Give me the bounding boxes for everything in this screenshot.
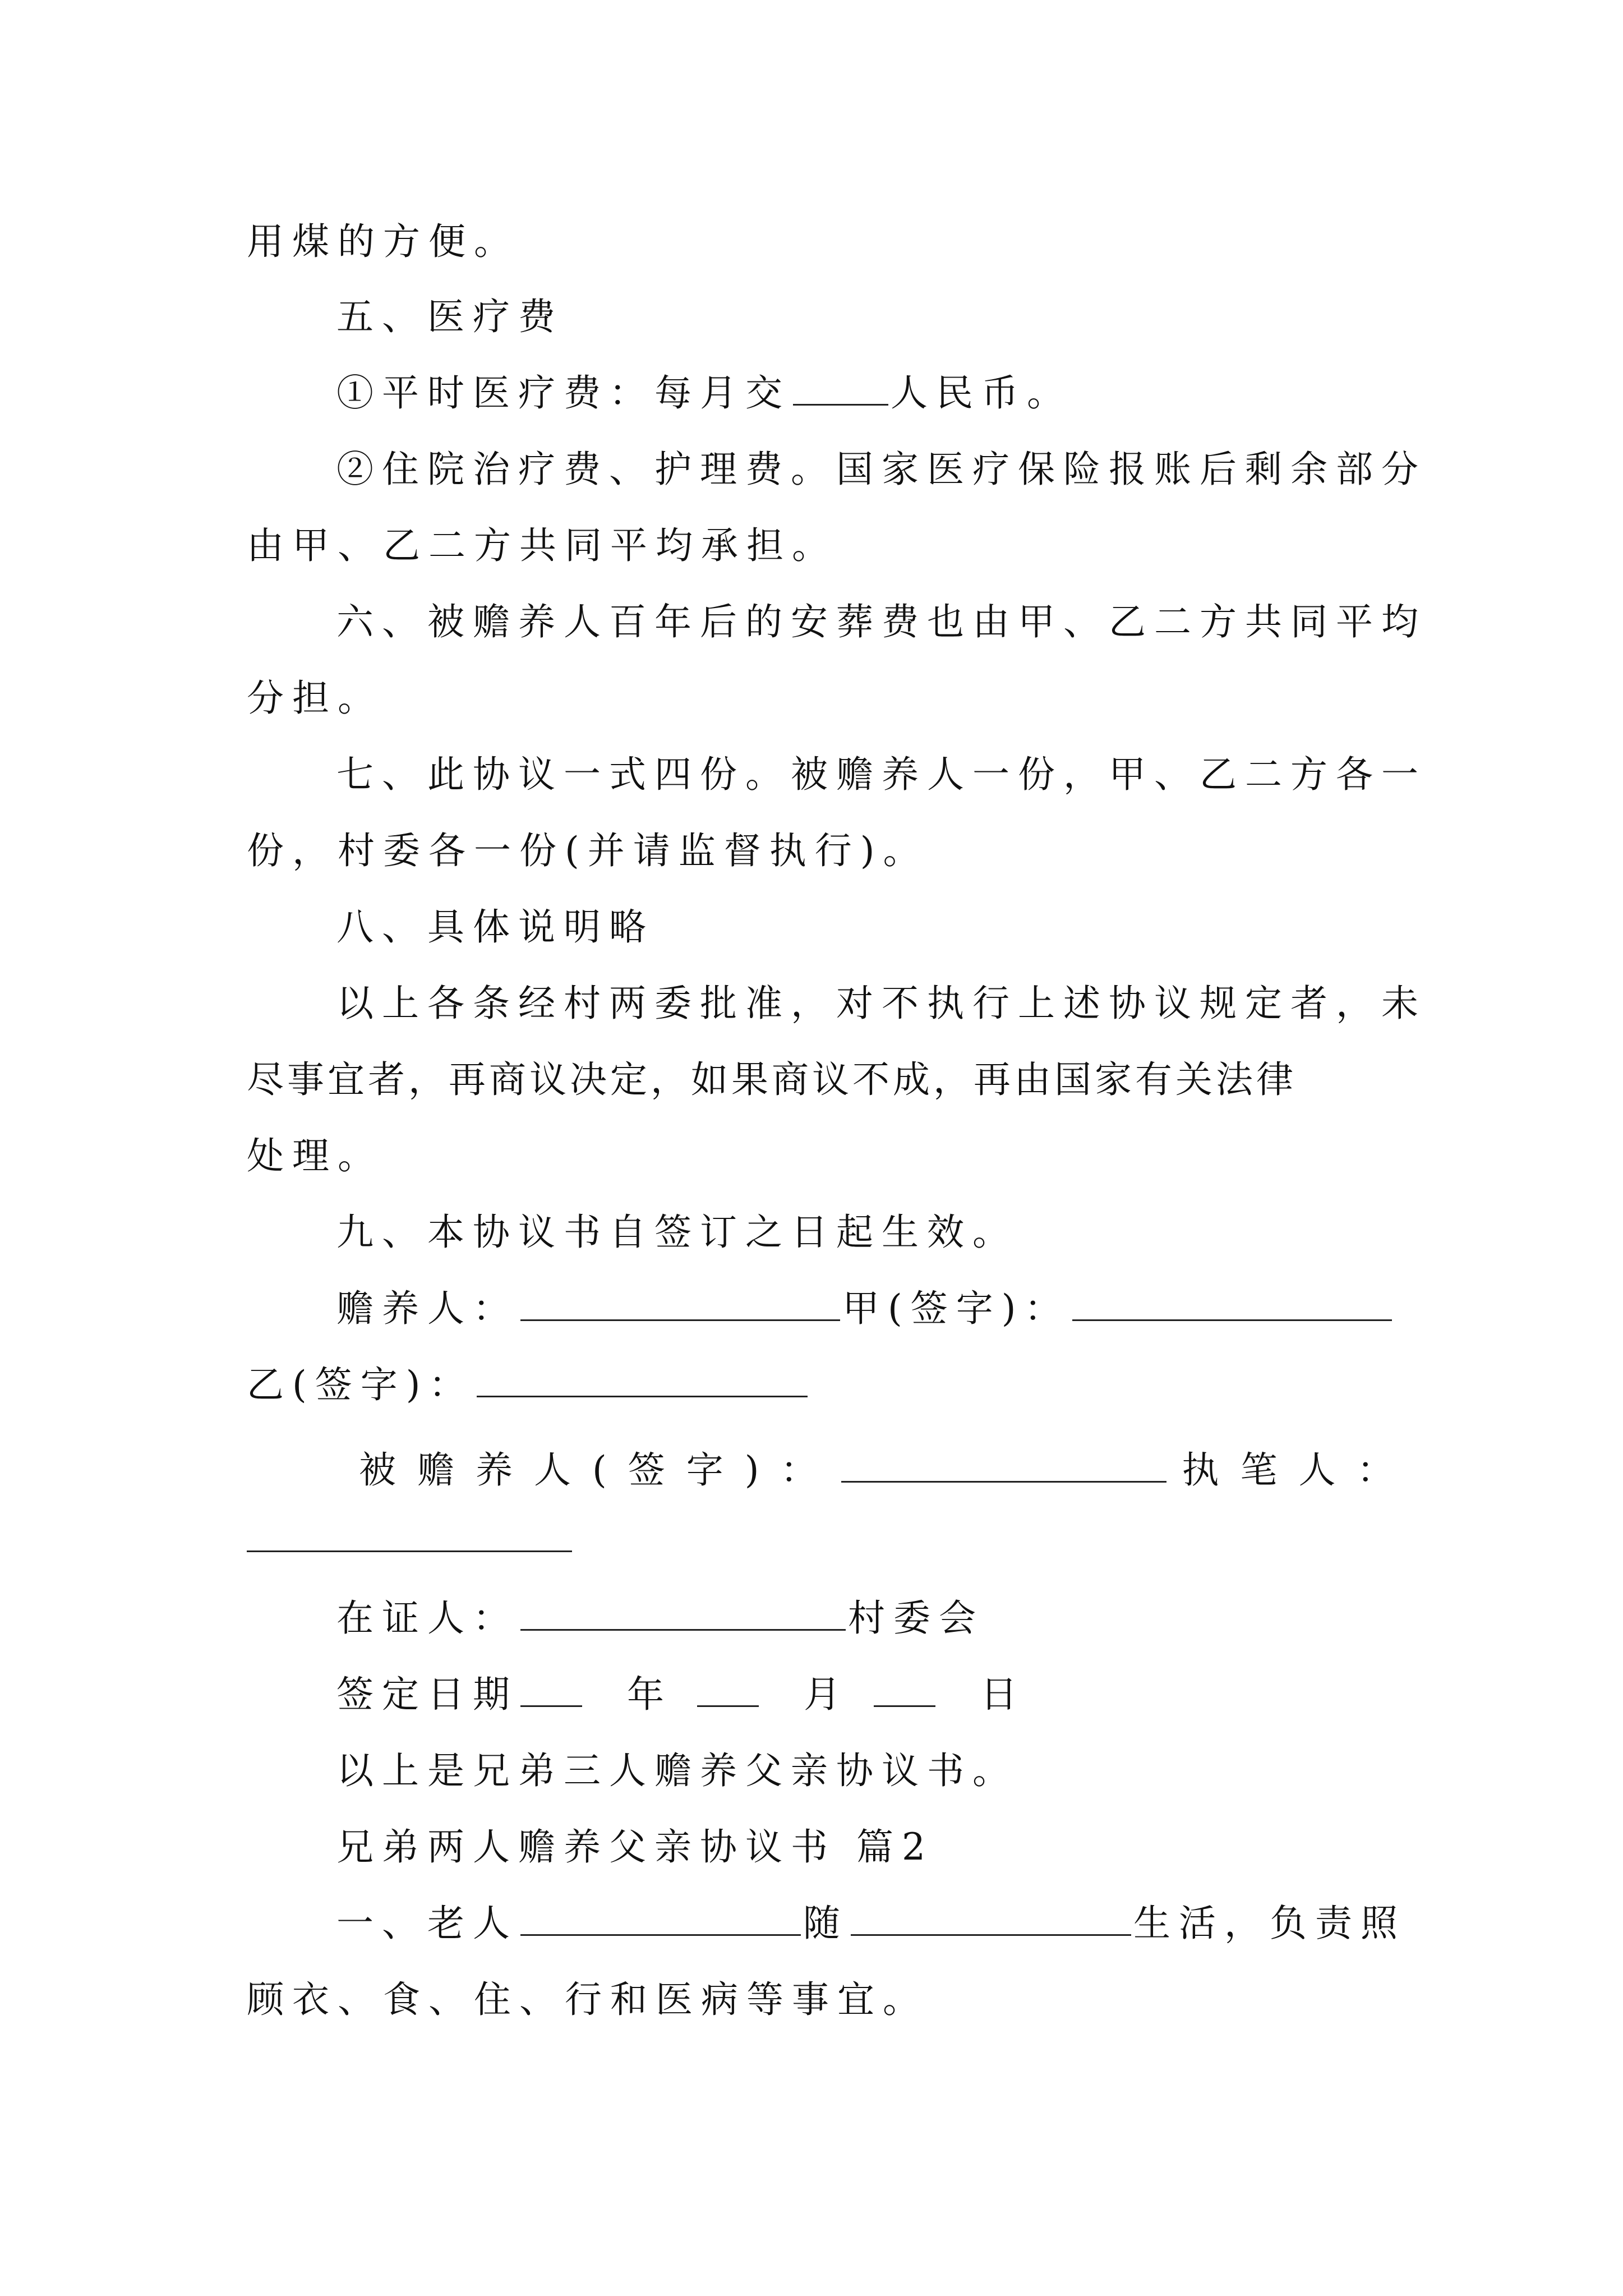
date-row [336,1669,1026,1720]
clause-one-line [336,1898,1406,1949]
supporter-signature-field[interactable] [520,1283,840,1321]
month-label: 月 [803,1673,849,1716]
elder-name-field[interactable] [520,1898,801,1936]
section-heading: 五、医疗费 [336,295,564,338]
section-heading: 八、具体说明略 [336,905,654,949]
day-field[interactable] [874,1669,935,1707]
paragraph-line: 由甲、乙二方共同平均承担。 [247,524,837,567]
monthly-fee-label: ①平时医疗费：每月交 [336,371,791,415]
clause-one-suffix: 生活，负责照 [1133,1902,1406,1945]
paragraph-line: ②住院治疗费、护理费。国家医疗保险报账后剩余部分 [336,448,1427,491]
caretaker-name-field[interactable] [851,1898,1131,1936]
party-a-signature-field[interactable] [1072,1283,1392,1321]
paragraph-line: 尽事宜者，再商议决定，如果商议不成，再由国家有关法律 [247,1058,1297,1101]
year-label: 年 [626,1673,672,1716]
witness-signature-field[interactable] [520,1593,846,1631]
supporter-label: 赡养人： [336,1287,518,1330]
village-committee-label: 村委会 [848,1596,984,1640]
medical-fee-line [336,368,1072,418]
paragraph-line: 以上各条经村两委批准，对不执行上述协议规定者，未 [336,982,1427,1025]
paragraph-line: 九、本协议书自签订之日起生效。 [336,1211,1018,1254]
paragraph-line: 分担。 [247,677,383,720]
scribe-signature-field[interactable] [247,1515,572,1552]
year-field[interactable] [520,1669,582,1707]
clause-one-middle: 随 [803,1902,849,1945]
supported-person-label: 被赡养人(签字)： [359,1448,839,1492]
closing-line: 以上是兄弟三人赡养父亲协议书。 [336,1749,1018,1792]
paragraph-line: 用煤的方便。 [247,220,519,263]
currency-label: 人民币。 [891,371,1072,415]
amount-blank[interactable] [793,368,888,406]
month-field[interactable] [697,1669,759,1707]
signature-row-1 [336,1283,1394,1334]
party-b-signature-field[interactable] [477,1360,808,1397]
section-title: 兄弟两人赡养父亲协议书 篇2 [336,1825,934,1869]
party-b-label: 乙(签字)： [247,1363,474,1406]
clause-one-continuation: 顾衣、食、住、行和医病等事宜。 [247,1978,928,2021]
scribe-signature-row [247,1515,574,1565]
paragraph-line: 处理。 [247,1134,383,1177]
signature-row-2 [247,1360,810,1410]
signature-row-3 [359,1445,1415,1496]
date-label: 签定日期 [336,1673,518,1716]
party-a-label: 甲(签字)： [842,1287,1070,1330]
witness-label: 在证人： [336,1596,518,1640]
supported-person-signature-field[interactable] [841,1445,1166,1483]
paragraph-line: 份，村委各一份(并请监督执行)。 [247,829,929,872]
witness-row [336,1593,984,1644]
paragraph-line: 七、此协议一式四份。被赡养人一份，甲、乙二方各一 [336,753,1427,796]
paragraph-line: 六、被赡养人百年后的安葬费也由甲、乙二方共同平均 [336,600,1427,643]
clause-one-prefix: 一、老人 [336,1902,518,1945]
scribe-label: 执笔人： [1182,1448,1415,1492]
day-label: 日 [980,1673,1026,1716]
